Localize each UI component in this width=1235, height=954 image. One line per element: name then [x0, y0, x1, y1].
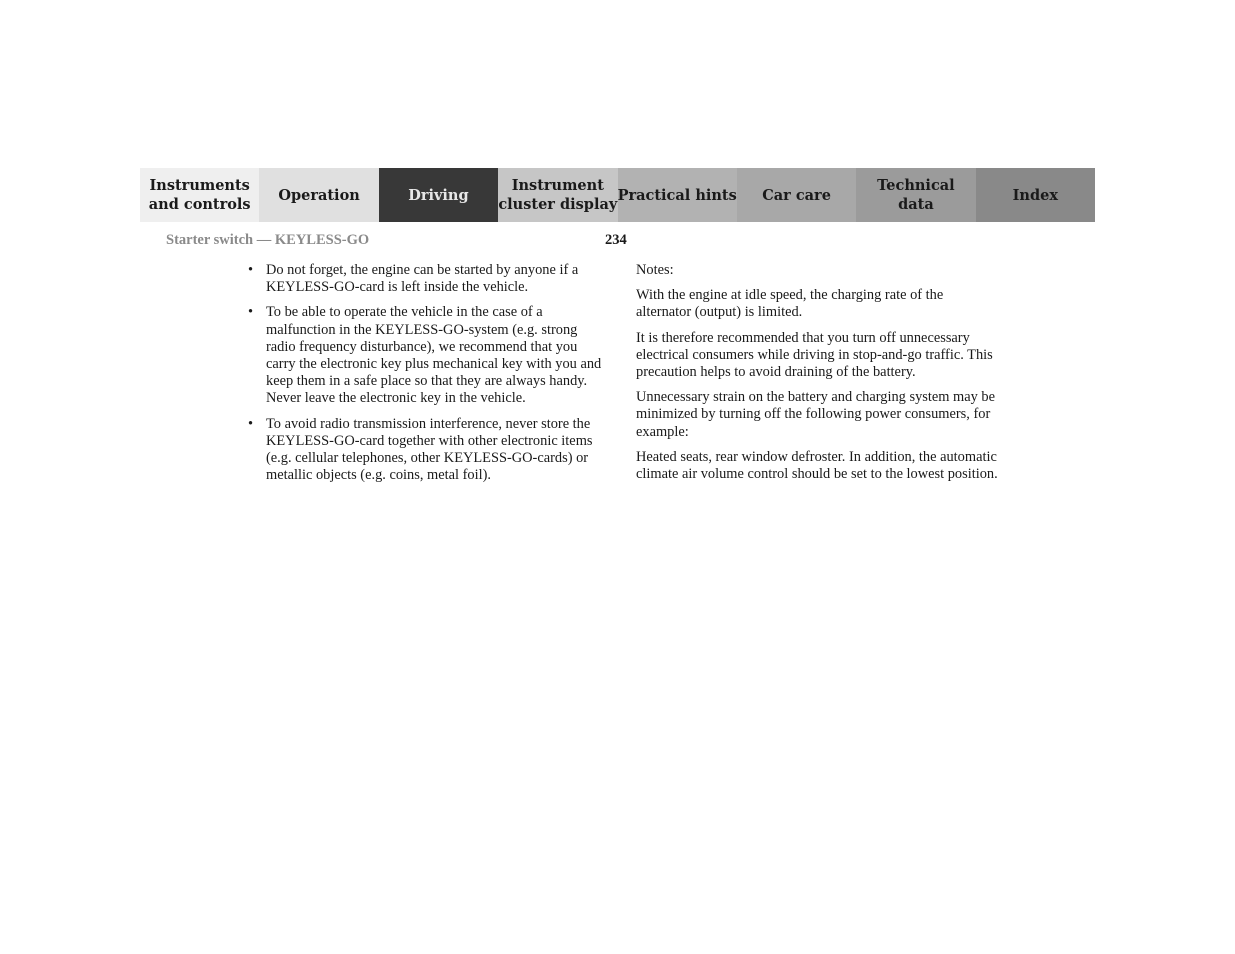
tab-index[interactable]: Index [976, 168, 1095, 222]
paragraph: Unnecessary strain on the battery and charging system may be minimized by turning off the following power consumers, for example: [636, 389, 995, 440]
paragraph: With the engine at idle speed, the charging rate of the alternator (output) is limited. [636, 287, 944, 321]
paragraph: Heated seats, rear window defroster. In addition, the automatic climate air volume control should be set to the lowest position. [636, 448, 998, 483]
list-item-text: To be able to operate the vehicle in the case of a malfunction in the KEYLESS-GO-system (e.g. strong radio frequency disturbance), we recommend that you carry the electronic key plus mechanical key with you and keep them in a safe place so that they are always handy. Never leave the electronic key in the vehicle. [266, 304, 602, 407]
page-number: 234 [605, 232, 627, 248]
list-item-text: To avoid radio transmission interference, never store the KEYLESS-GO-card together with other electronic items (e.g. cellular telephones, other KEYLESS-GO-cards) or metallic objects (e.g. coins, metal foil). [266, 415, 593, 484]
right-column [636, 262, 998, 491]
notes-heading: Notes: [636, 262, 674, 278]
list-item-text: Do not forget, the engine can be started by anyone if a KEYLESS-GO-card is left inside the vehicle. [266, 262, 579, 296]
tab-instruments-and-controls[interactable]: Instruments and controls [140, 168, 259, 222]
bullet-icon: • [248, 415, 254, 432]
tab-car-care[interactable]: Car care [737, 168, 856, 222]
tab-driving[interactable]: Driving [379, 168, 498, 222]
tab-operation[interactable]: Operation [259, 168, 378, 222]
section-title: Starter switch — KEYLESS-GO [166, 232, 370, 248]
paragraph: It is therefore recommended that you turn off unnecessary electrical consumers while driving in stop-and-go traffic. This precaution helps to avoid draining of the battery. [636, 329, 993, 381]
bullet-icon: • [248, 262, 254, 278]
list-item [248, 416, 604, 485]
bullet-list [248, 262, 604, 484]
tab-technical-data[interactable]: Technical data [856, 168, 975, 222]
chapter-tab-bar [140, 168, 1095, 222]
list-item [248, 304, 604, 407]
bullet-icon: • [248, 304, 254, 321]
tab-practical-hints[interactable]: Practical hints [618, 168, 737, 222]
tab-instrument-cluster-display[interactable]: Instrument cluster display [498, 168, 617, 222]
left-column [248, 262, 604, 492]
list-item [248, 262, 604, 296]
